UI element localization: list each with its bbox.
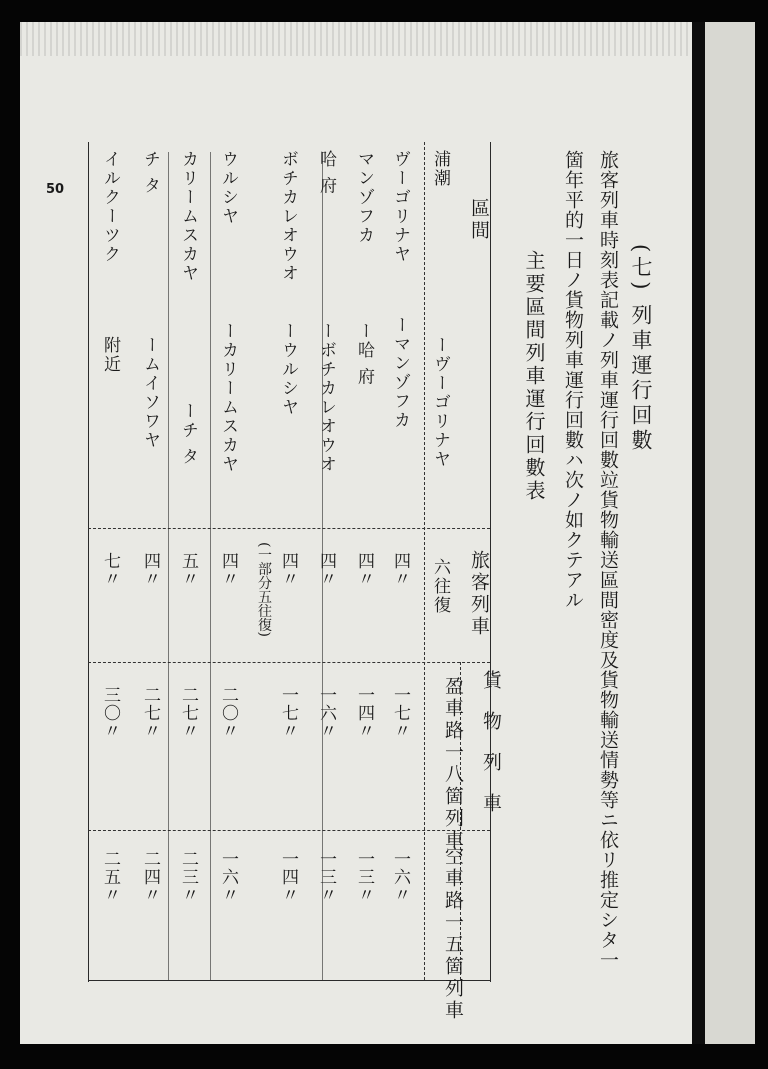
section-heading: (七) 列車運行回數 [629,244,653,455]
row-6-loaded: 二〇〃 [218,686,238,740]
row-7-empty: 二三〃 [178,850,198,904]
empty-column-rule [88,830,490,831]
row-4-from: 哈 府 [316,150,336,196]
row-2-from: ヴーゴリナヤ [390,150,410,264]
row-7-loaded: 二七〃 [178,686,198,740]
row-7-from: カリームスカヤ [178,150,198,283]
freight-column-rule [88,662,490,663]
header-passenger: 旅客列車 [468,550,490,638]
row-5-passenger-note: (一部分五往復) [256,542,272,637]
row-1-passenger: 六往復 [430,558,450,615]
row-8-to: ームイソワヤ [140,336,160,450]
header-section: 區間 [468,198,490,242]
row-5-empty: 一四〃 [278,850,298,904]
row-5-loaded: 一七〃 [278,686,298,740]
page-number: 50 [46,182,65,197]
body-text-line-1: 旅客列車時刻表記載ノ列車運行回數竝貨物輸送區間密度及貨物輸送情勢等ニ依リ推定シタ一 [597,150,619,970]
row-1-from: 浦潮 [430,150,450,188]
row-3-to: ー哈 府 [354,322,374,387]
row-8-passenger: 四〃 [140,552,160,588]
row-divider [210,152,211,980]
table-bottom-border [88,980,491,981]
row-6-passenger: 四〃 [218,552,238,588]
row-4-passenger: 四〃 [316,552,336,588]
row-6-to: ーカリームスカヤ [218,322,238,474]
table-left-border [88,142,89,982]
passenger-column-rule [88,528,490,529]
row-3-passenger: 四〃 [354,552,374,588]
book-spine [692,22,705,1044]
row-7-passenger: 五〃 [178,552,198,588]
row-9-from: イルクーツク [100,150,120,264]
row-3-empty: 一三〃 [354,850,374,904]
row-3-loaded: 一四〃 [354,686,374,740]
adjacent-page-edge [705,22,755,1044]
row-5-passenger: 四〃 [278,552,298,588]
row-2-empty: 一六〃 [390,850,410,904]
row-5-from: ボチカレオウオ [278,150,298,283]
row-6-empty: 一六〃 [218,850,238,904]
row-9-empty: 二五〃 [100,850,120,904]
row-4-loaded: 一六〃 [316,686,336,740]
header-freight: 貨物列車 [480,670,502,834]
row-4-to: ーボチカレオウオ [316,322,336,474]
row-2-loaded: 一七〃 [390,686,410,740]
row-3-from: マンゾフカ [354,150,374,245]
header-loaded-cars: 盈車路一八箇列車 [442,676,464,852]
row-1-to: ーヴーゴリナヤ [430,336,450,469]
row-8-loaded: 二七〃 [140,686,160,740]
row-2-to: ーマンゾフカ [390,316,410,430]
body-text-line-2: 箇年平的一日ノ貨物列車運行回數ハ次ノ如クテアル [562,150,584,610]
row-4-empty: 一三〃 [316,850,336,904]
row-8-from: チ タ [140,150,160,196]
row-2-passenger: 四〃 [390,552,410,588]
row-divider [168,152,169,980]
row-9-to: 附近 [100,336,120,374]
document-page [20,22,692,1044]
header-empty-cars: 空車路一五箇列車 [442,846,464,1022]
row-9-loaded: 三〇〃 [100,686,120,740]
header-divider [424,142,425,980]
table-title: 主要區間列車運行回數表 [522,250,546,503]
row-6-from: ウルシヤ [218,150,238,226]
row-9-passenger: 七〃 [100,552,120,588]
row-8-empty: 二四〃 [140,850,160,904]
row-5-to: ーウルシヤ [278,322,298,417]
row-7-to: ーチ タ [178,402,198,467]
